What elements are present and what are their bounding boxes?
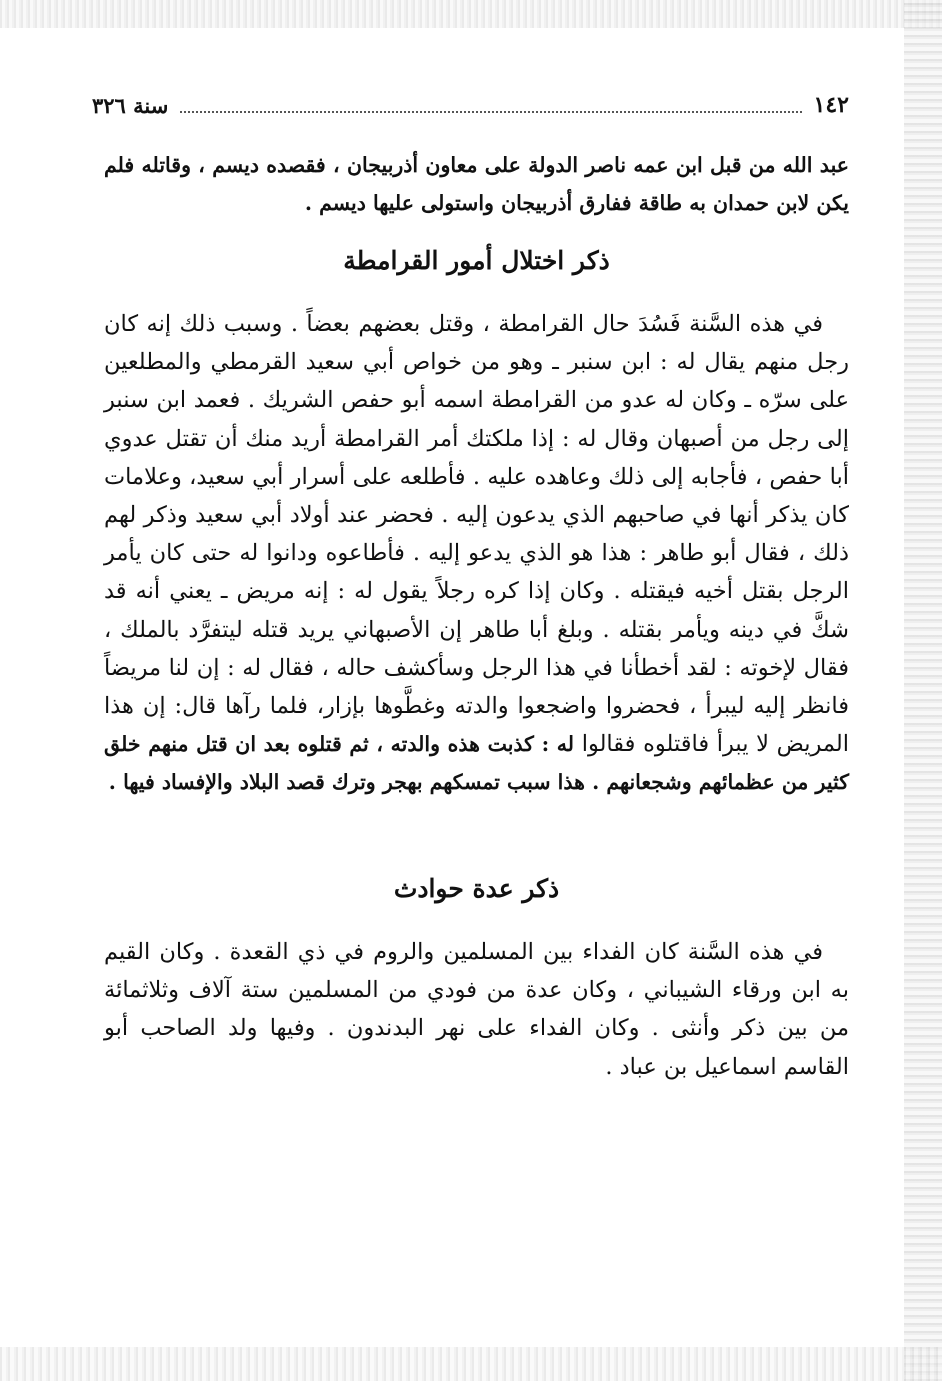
running-header xyxy=(92,88,849,122)
events-text: في هذه السَّنة كان الفداء بين المسلمين والروم في ذي القعدة . وكان القيم به ابن ورقاء الشيباني ، وكان عدة من فودي من المسلمين ستة آلاف وثلاثمائة من بين ذكر وأنثى . وكان الفداء على نهر البدندون . وفيها ولد الصاحب أبو القاسم اسماعيل بن عباد . xyxy=(104,939,849,1080)
intro-paragraph xyxy=(104,146,849,222)
qarmatians-text: في هذه السَّنة فَسُدَ حال القرامطة ، وقتل بعضهم بعضاً . وسبب ذلك إنه كان رجل منهم يقال له : ابن سنبر ـ وهو من خواص أبي سعيد القرمطي والمطلعين على سرّه ـ وكان له عدو من القرامطة اسمه أبو حفص الشريك . فعمد ابن سنبر إلى رجل من أصبهان وقال له : إذا ملكتك أمر القرامطة أريد منك أن تقتل عدوي أبا حفص ، فأجابه إلى ذلك وعاهده عليه . فأطلعه على أسرار أبي سعيد، وعلامات كان يذكر أنها في صاحبهم الذي يدعون إليه . فحضر عند أولاد أبي سعيد وذكر لهم ذلك ، فقال أبو طاهر : هذا هو الذي يدعو إليه . فأطاعوه ودانوا له حتى كان يأمر الرجل بقتل أخيه فيقتله . وكان إذا كره رجلاً يقول له : إنه مريض ـ يعني أنه قد شكَّ في دينه ويأمر بقتله . وبلغ أبا طاهر إن الأصبهاني يريد قتله ليتفرَّد بالملك ، فقال لإخوته : لقد أخطأنا في هذا الرجل وسأكشف حاله ، فقال له : إن لنا مريضاً فانظر إليه ليبرأ ، فحضروا واضجعوا والدته وغطَّوها بإزار، فلما رآها قال: إن هذا المريض لا يبرأ فاقتلوه فقالوا xyxy=(104,311,849,758)
section-body-events xyxy=(104,933,849,1086)
page-number: ١٤٢ xyxy=(813,92,849,118)
section-heading-qarmatians: ذكر اختلال أمور القرامطة xyxy=(343,246,610,275)
dotted-leader xyxy=(180,97,801,113)
section-heading-events: ذكر عدة حوادث xyxy=(393,874,560,903)
intro-text: عبد الله من قبل ابن عمه ناصر الدولة على معاون أذربيجان ، فقصده ديسم ، وقاتله فلم يكن لابن حمدان به طاقة ففارق أذربيجان واستولى عليها ديسم . xyxy=(104,153,849,215)
scan-edge-top xyxy=(0,0,942,28)
qarmatians-text-tail: له : كذبت هذه والدته ، ثم قتلوه بعد ان قتل منهم خلق كثير من عظمائهم وشجعانهم . هذا سبب تمسكهم بهجر وترك قصد البلاد والإفساد فيها . xyxy=(104,732,849,795)
scan-edge-right xyxy=(904,0,942,1381)
section-body-qarmatians xyxy=(104,305,849,802)
scan-edge-bottom xyxy=(0,1347,942,1381)
year-label: سنة ٣٢٦ xyxy=(92,92,169,118)
